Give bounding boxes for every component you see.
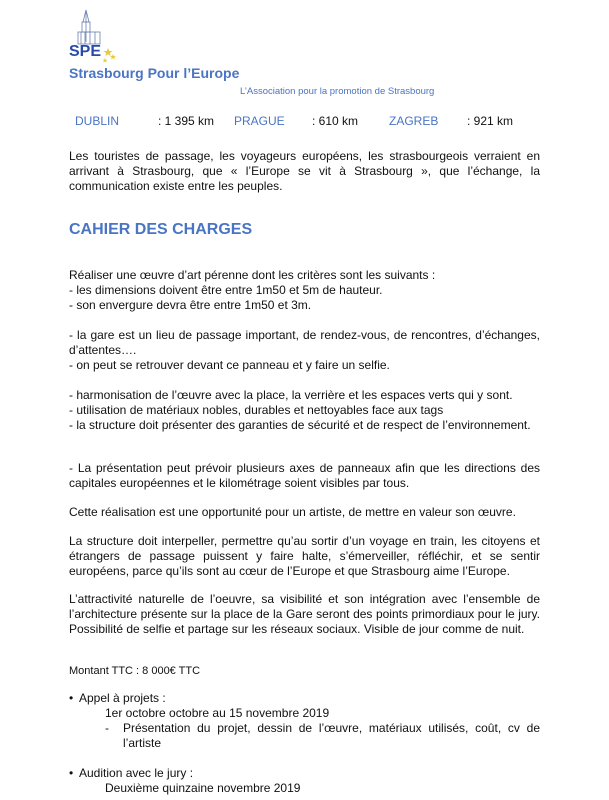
criteria-lead: Réaliser une œuvre d’art pérenne dont les critères sont les suivants : bbox=[69, 268, 436, 282]
criteria-item: - son envergure devra être entre 1m50 et 3m. bbox=[69, 298, 312, 312]
distance-value: : 921 km bbox=[467, 114, 514, 128]
paragraph: La structure doit interpeller, permettre qu’au sortir d’un voyage en train, les citoyens et étrangers de passage puissent y faire halte, s’émerveiller, réfléchir, et se sentir européens, parce qu’ils sont au cœur de l’Europe et que Strasbourg aime l’Europe. bbox=[69, 534, 540, 578]
criteria-item: - utilisation de matériaux nobles, durables et nettoyables face aux tags bbox=[69, 403, 444, 417]
criteria-item: - on peut se retrouver devant ce panneau et y faire un selfie. bbox=[69, 358, 390, 372]
criteria-item: - harmonisation de l’œuvre avec la place, la verrière et les espaces verts qui y sont. bbox=[69, 388, 513, 402]
schedule-title: • Appel à projets : bbox=[69, 691, 540, 706]
criteria-block-materials bbox=[69, 388, 540, 433]
criteria-block-dimensions bbox=[69, 268, 540, 313]
distance-city: ZAGREB bbox=[389, 114, 439, 128]
schedule-date: Deuxième quinzaine novembre 2019 bbox=[105, 781, 301, 795]
criteria-item: - les dimensions doivent être entre 1m50 et 5m de hauteur. bbox=[69, 283, 383, 297]
schedule-item bbox=[69, 691, 540, 751]
distance-city: PRAGUE bbox=[234, 114, 285, 128]
spe-logo bbox=[66, 8, 118, 64]
distance-city: DUBLIN bbox=[75, 114, 120, 128]
intro-paragraph: Les touristes de passage, les voyageurs européens, les strasbourgeois verraient en arrivant à Strasbourg, que « l’Europe se vit à Strasbourg », que l’échange, la communication existe entre les peuples. bbox=[69, 149, 540, 193]
section-title: CAHIER DES CHARGES bbox=[69, 221, 253, 238]
criteria-block-station bbox=[69, 328, 540, 373]
paragraph: Cette réalisation est une opportunité pour un artiste, de mettre en valeur son œuvre. bbox=[69, 505, 516, 519]
logo-text: SPE bbox=[69, 43, 102, 60]
distance-value: : 610 km bbox=[312, 114, 359, 128]
organization-name: Strasbourg Pour l’Europe bbox=[69, 65, 240, 81]
star-icon bbox=[102, 48, 116, 63]
paragraph: L’attractivité naturelle de l’oeuvre, sa visibilité et son intégration avec l’ensemble de l’architecture présente sur la place de la Gare seront des points primordiaux pour le jury. Possibilité de selfie et partage sur les réseaux sociaux. Visible de jour comme de nuit. bbox=[69, 592, 540, 636]
criteria-presentation: - La présentation peut prévoir plusieurs axes de panneaux afin que les directions des capitales européennes et le kilométrage soient visibles par tous. bbox=[69, 461, 540, 490]
schedule-detail-text: Présentation du projet, dessin de l’œuvre, matériaux utilisés, coût, cv de l’artiste bbox=[123, 721, 540, 750]
organization-tagline: L’Association pour la promotion de Strasbourg bbox=[240, 86, 435, 97]
distance-value: : 1 395 km bbox=[158, 114, 215, 128]
criteria-item: - la structure doit présenter des garanties de sécurité et de respect de l’environnement. bbox=[69, 418, 531, 432]
schedule-detail: - Présentation du projet, dessin de l’œuvre, matériaux utilisés, coût, cv de l’artiste bbox=[105, 721, 540, 750]
cathedral-icon bbox=[78, 10, 100, 44]
schedule-date: 1er octobre octobre au 15 novembre 2019 bbox=[105, 706, 330, 720]
amount-line: Montant TTC : 8 000€ TTC bbox=[69, 665, 201, 677]
criteria-item: - la gare est un lieu de passage important, de rendez-vous, de rencontres, d’échanges, d’attentes…. bbox=[69, 328, 540, 357]
schedule-title: • Audition avec le jury : bbox=[69, 766, 540, 781]
schedule-item bbox=[69, 766, 540, 796]
